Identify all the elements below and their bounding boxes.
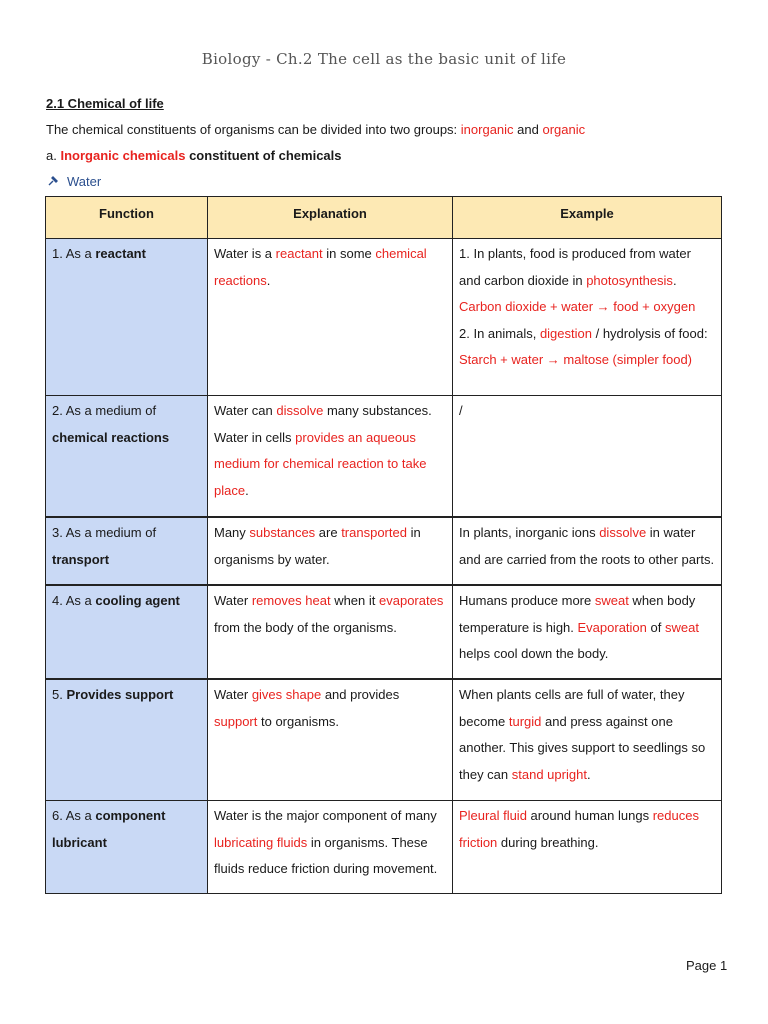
explanation-cell bbox=[208, 679, 453, 801]
page-header-title: Biology - Ch.2 The cell as the basic unit of life bbox=[201, 50, 567, 68]
table-row bbox=[46, 801, 722, 894]
text: helps cool down the body. bbox=[459, 646, 609, 661]
equation: Carbon dioxide + water → food + oxygen bbox=[459, 299, 696, 314]
highlight: stand upright bbox=[511, 766, 587, 782]
function-cell bbox=[46, 679, 208, 801]
highlight: digestion bbox=[539, 325, 592, 341]
intro-paragraph bbox=[46, 120, 722, 140]
text: are bbox=[315, 525, 342, 540]
function-keyword: cooling agent bbox=[95, 593, 180, 608]
highlight: evaporates bbox=[379, 593, 444, 608]
bullet-label: Water bbox=[67, 174, 102, 189]
example-cell bbox=[453, 801, 722, 894]
text: When plants cells are full of water, they become bbox=[459, 687, 685, 729]
table-row bbox=[46, 585, 722, 679]
function-cell bbox=[46, 585, 208, 679]
header-example: Example bbox=[453, 197, 722, 239]
table-row bbox=[46, 679, 722, 801]
equation: Starch + water → maltose (simpler food) bbox=[459, 352, 692, 367]
function-prefix: 5. bbox=[52, 687, 67, 702]
text: 2. In animals, bbox=[459, 325, 540, 341]
highlight: photosynthesis bbox=[586, 272, 673, 288]
function-keyword: Provides support bbox=[66, 687, 174, 702]
text: . bbox=[245, 482, 249, 498]
highlight: provides an aqueous medium for chemical reaction to take place bbox=[214, 429, 427, 498]
explanation-cell bbox=[208, 585, 453, 679]
highlight: sweat bbox=[664, 619, 699, 635]
highlight: lubricating fluids bbox=[214, 834, 308, 850]
example-cell bbox=[453, 679, 722, 801]
text: many substances. Water in cells bbox=[214, 403, 432, 445]
text: In plants, inorganic ions bbox=[459, 525, 600, 540]
subsection-highlight: Inorganic chemicals bbox=[60, 148, 186, 163]
table-row bbox=[46, 396, 722, 518]
function-prefix: 3. As a medium of bbox=[52, 525, 157, 540]
explanation-cell bbox=[208, 396, 453, 518]
text: to organisms. bbox=[257, 713, 340, 729]
function-cell bbox=[46, 517, 208, 585]
subsection-heading bbox=[46, 146, 722, 166]
text: / hydrolysis of food: bbox=[591, 325, 708, 341]
text: Water bbox=[214, 687, 252, 702]
highlight: dissolve bbox=[599, 525, 647, 540]
function-prefix: 6. As a bbox=[52, 808, 96, 823]
function-prefix: 1. As a bbox=[52, 246, 96, 261]
header-explanation: Explanation bbox=[208, 197, 453, 239]
text: Water is the major component of many bbox=[214, 808, 437, 823]
bullet-water bbox=[46, 172, 722, 192]
function-keyword: reactant bbox=[95, 246, 146, 261]
water-functions-table bbox=[45, 196, 722, 894]
highlight: substances bbox=[249, 525, 316, 540]
highlight: sweat bbox=[594, 593, 629, 608]
highlight: reactant bbox=[275, 246, 323, 261]
function-keyword: component lubricant bbox=[52, 808, 166, 850]
page-number: Page 1 bbox=[686, 958, 728, 973]
function-keyword: chemical reactions bbox=[52, 429, 170, 445]
example-cell bbox=[453, 517, 722, 585]
text: Humans produce more bbox=[459, 593, 595, 608]
highlight: removes heat bbox=[251, 593, 331, 608]
function-prefix: 2. As a medium of bbox=[52, 403, 157, 418]
text: and press against one another. This gives support to seedlings so they can bbox=[459, 713, 706, 782]
text: / bbox=[459, 403, 463, 418]
subsection-rest: constituent of chemicals bbox=[185, 148, 342, 163]
example-cell bbox=[453, 239, 722, 396]
function-cell bbox=[46, 239, 208, 396]
text: during breathing. bbox=[497, 834, 599, 850]
table-row bbox=[46, 517, 722, 585]
text: from the body of the organisms. bbox=[214, 619, 397, 635]
highlight: dissolve bbox=[276, 403, 324, 418]
example-cell bbox=[453, 396, 722, 518]
highlight: reduces friction bbox=[459, 808, 699, 850]
text: in organisms by water. bbox=[214, 525, 421, 567]
text: of bbox=[646, 619, 665, 635]
text: . bbox=[586, 766, 591, 782]
highlight: Pleural fluid bbox=[459, 808, 527, 823]
text: . bbox=[266, 272, 271, 288]
intro-text: The chemical constituents of organisms can be divided into two groups: bbox=[46, 122, 461, 137]
section-title: 2.1 Chemical of life bbox=[46, 96, 164, 111]
text: when body temperature is high. bbox=[459, 593, 696, 635]
highlight: chemical reactions bbox=[214, 246, 427, 288]
highlight: support bbox=[214, 713, 258, 729]
explanation-cell bbox=[208, 517, 453, 585]
intro-highlight-organic: organic bbox=[542, 122, 586, 137]
function-keyword: transport bbox=[52, 551, 110, 567]
highlight: transported bbox=[341, 525, 407, 540]
document-body bbox=[46, 94, 722, 192]
text: and provides bbox=[321, 687, 400, 702]
header-function: Function bbox=[46, 197, 208, 239]
text: in organisms. These fluids reduce friction during movement. bbox=[214, 834, 438, 876]
subsection-prefix: a. bbox=[46, 148, 61, 163]
table-row bbox=[46, 239, 722, 396]
function-prefix: 4. As a bbox=[52, 593, 96, 608]
explanation-cell bbox=[208, 801, 453, 894]
intro-text-and: and bbox=[513, 122, 543, 137]
highlight: Evaporation bbox=[577, 619, 647, 635]
text: around human lungs bbox=[526, 808, 653, 823]
text: 1. In plants, food is produced from water and carbon dioxide in bbox=[459, 246, 691, 288]
text: Water can bbox=[214, 403, 277, 418]
highlight: gives shape bbox=[251, 687, 322, 702]
text: . bbox=[672, 272, 677, 288]
table-header-row bbox=[46, 197, 722, 239]
highlight: turgid bbox=[508, 713, 542, 729]
text: Water bbox=[214, 593, 252, 608]
example-cell bbox=[453, 585, 722, 679]
text: Many bbox=[214, 525, 250, 540]
text: Water is a bbox=[214, 246, 276, 261]
text: in water and are carried from the roots to other parts. bbox=[459, 525, 715, 567]
intro-highlight-inorganic: inorganic bbox=[460, 122, 514, 137]
pin-icon bbox=[48, 173, 62, 193]
function-cell bbox=[46, 396, 208, 518]
text: in some bbox=[322, 246, 376, 261]
function-cell bbox=[46, 801, 208, 894]
explanation-cell bbox=[208, 239, 453, 396]
text: when it bbox=[330, 593, 379, 608]
